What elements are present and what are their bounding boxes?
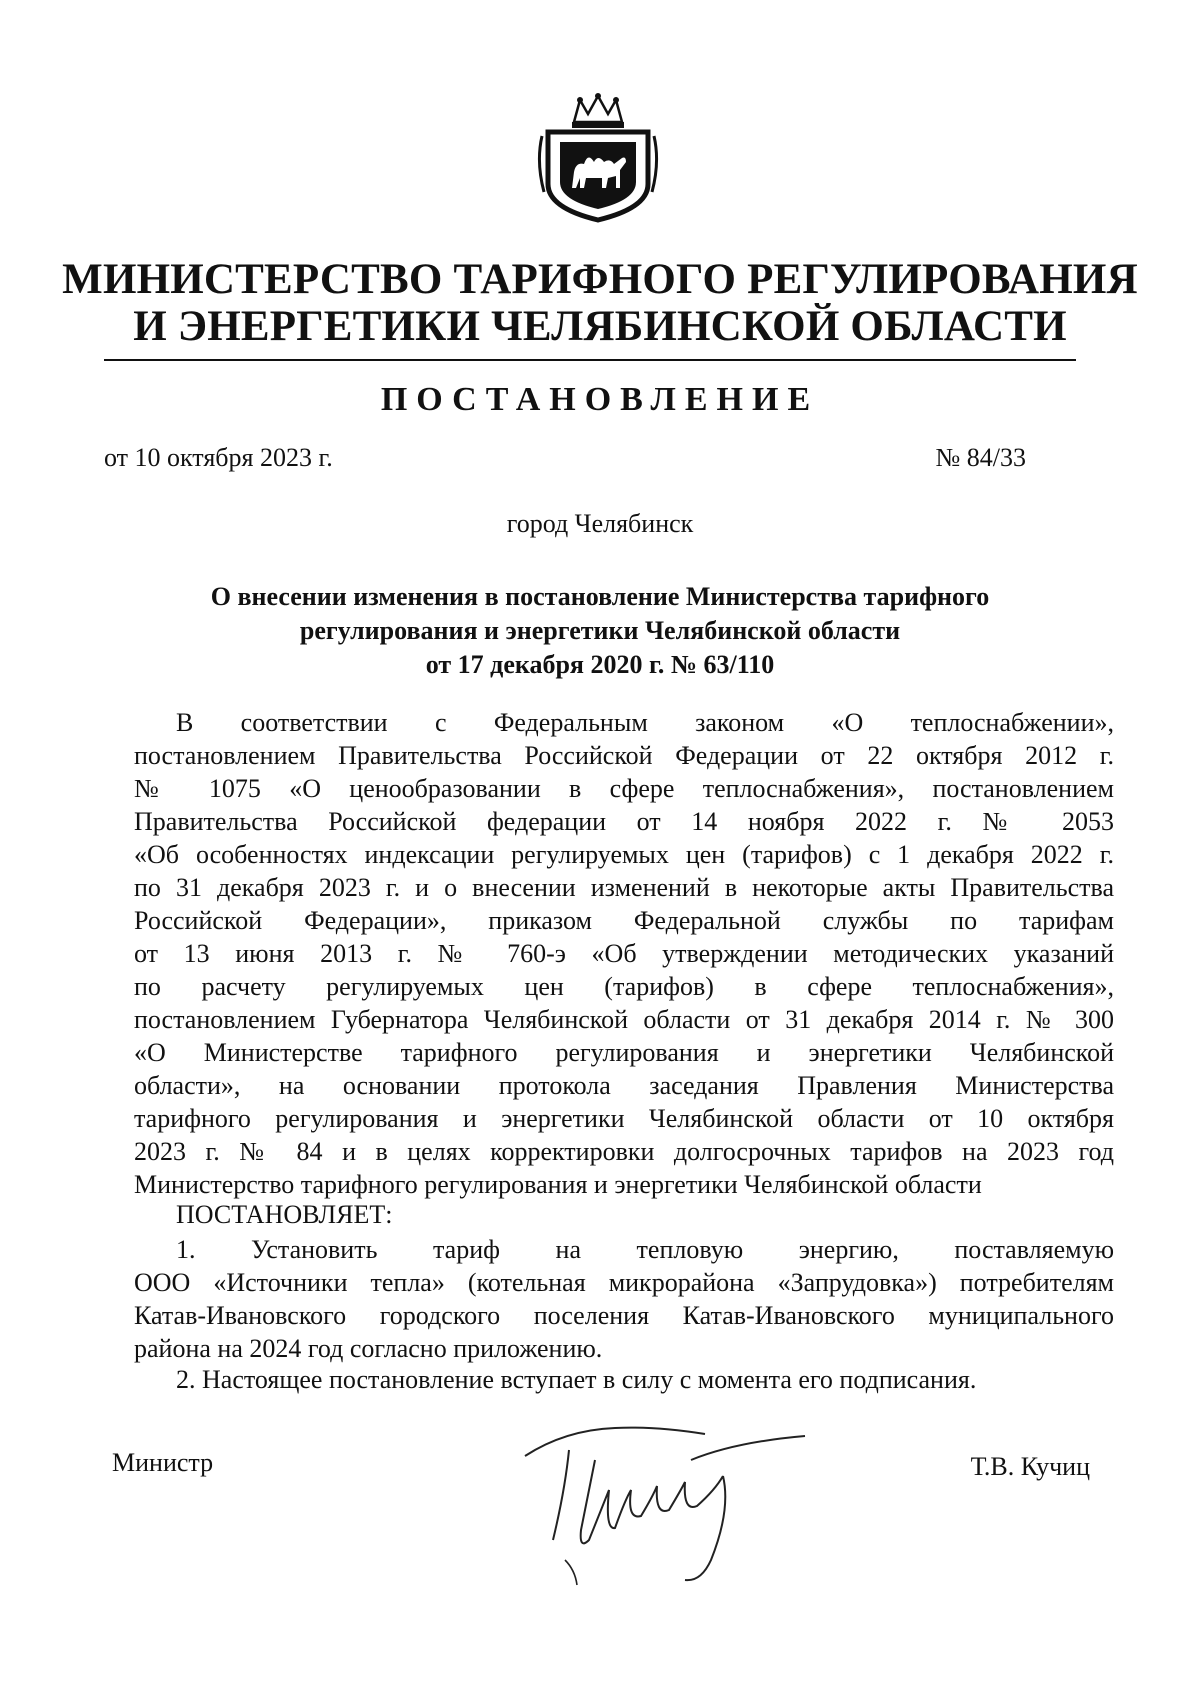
item-2-paragraph: 2. Настоящее постановление вступает в силу с момента его подписания.	[176, 1365, 977, 1394]
text-line: от 13 июня 2013 г. № 760-э «Об утверждении методических указаний	[134, 939, 1114, 968]
ministry-name-line1: МИНИСТЕРСТВО ТАРИФНОГО РЕГУЛИРОВАНИЯ	[62, 256, 1138, 303]
text-line: области», на основании протокола заседания Правления Министерства	[134, 1071, 1114, 1100]
subject-line: О внесении изменения в постановление Министерства тарифного	[210, 582, 990, 611]
signatory-title: Министр	[112, 1448, 214, 1477]
document-subject	[0, 580, 1200, 682]
text-line: постановлением Правительства Российской Федерации от 22 октября 2012 г.	[134, 741, 1114, 770]
text-line: «О Министерстве тарифного регулирования и энергетики Челябинской	[134, 1038, 1114, 1067]
document-date: от 10 октября 2023 г.	[104, 443, 333, 472]
text-line: района на 2024 год согласно приложению.	[134, 1334, 603, 1363]
text-line: В соответствии с Федеральным законом «О теплоснабжении»,	[176, 708, 1114, 737]
header-divider	[104, 359, 1076, 361]
resolve-heading: ПОСТАНОВЛЯЕТ:	[176, 1200, 393, 1229]
text-line: постановлением Губернатора Челябинской области от 31 декабря 2014 г. № 300	[134, 1005, 1114, 1034]
text-line: 1. Установить тариф на тепловую энергию, поставляемую	[176, 1235, 1114, 1264]
text-line: № 1075 «О ценообразовании в сфере теплоснабжения», постановлением	[134, 774, 1114, 803]
item-1-paragraph	[134, 1233, 1114, 1365]
text-line: 2023 г. № 84 и в целях корректировки долгосрочных тарифов на 2023 год	[134, 1137, 1114, 1166]
document-number: № 84/33	[935, 443, 1026, 472]
text-line: по расчету регулируемых цен (тарифов) в сфере теплоснабжения»,	[134, 972, 1114, 1001]
subject-line: регулирования и энергетики Челябинской области	[299, 616, 901, 645]
text-line: Правительства Российской федерации от 14 ноября 2022 г. № 2053	[134, 807, 1114, 836]
text-line: Российской Федерации», приказом Федеральной службы по тарифам	[134, 906, 1114, 935]
signatory-name: Т.В. Кучиц	[970, 1452, 1090, 1481]
coat-of-arms-icon	[536, 92, 660, 224]
text-line: Министерство тарифного регулирования и энергетики Челябинской области	[134, 1170, 982, 1199]
ministry-name-line2: И ЭНЕРГЕТИКИ ЧЕЛЯБИНСКОЙ ОБЛАСТИ	[133, 303, 1067, 350]
text-line: ООО «Источники тепла» (котельная микрорайона «Запрудовка») потребителям	[134, 1268, 1114, 1297]
text-line: Катав-Ивановского городского поселения Катав-Ивановского муниципального	[134, 1301, 1114, 1330]
preamble-paragraph	[134, 706, 1114, 1201]
handwritten-signature-icon	[505, 1420, 825, 1590]
document-city: город Челябинск	[506, 509, 694, 538]
text-line: «Об особенностях индексации регулируемых цен (тарифов) с 1 декабря 2022 г.	[134, 840, 1114, 869]
document-type: ПОСТАНОВЛЕНИЕ	[380, 381, 820, 418]
subject-line: от 17 декабря 2020 г. № 63/110	[425, 650, 775, 679]
text-line: по 31 декабря 2023 г. и о внесении изменений в некоторые акты Правительства	[134, 873, 1114, 902]
text-line: тарифного регулирования и энергетики Челябинской области от 10 октября	[134, 1104, 1114, 1133]
